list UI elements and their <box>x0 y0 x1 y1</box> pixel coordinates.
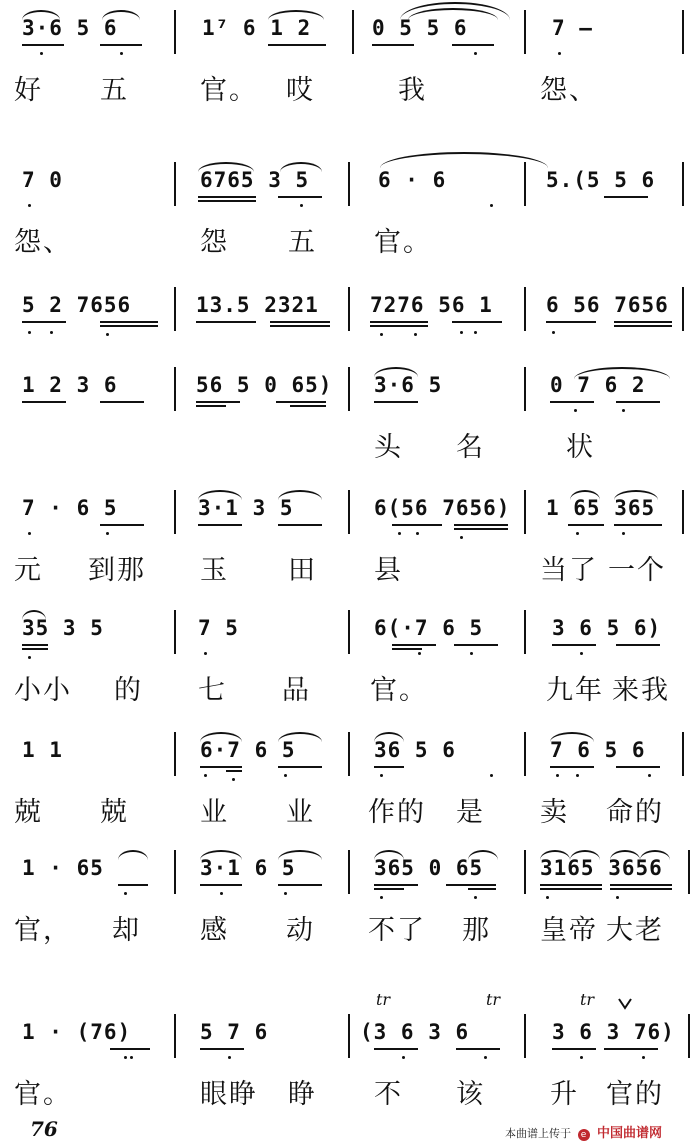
octave-dot <box>28 331 31 334</box>
footer-credit <box>505 1122 662 1141</box>
barline <box>348 287 350 331</box>
lyric: 到那 <box>88 555 146 586</box>
lyric: 县 <box>374 555 403 586</box>
lyric: 怨、 <box>540 75 598 106</box>
lyric: 睁 <box>288 1079 317 1110</box>
measure-notes: 6 56 7656 <box>546 293 669 317</box>
lyric: 品 <box>282 675 311 706</box>
octave-dot <box>228 1056 231 1059</box>
octave-dot <box>380 333 383 336</box>
octave-dot <box>124 1056 127 1059</box>
beam-underline <box>454 528 508 530</box>
beam-underline <box>118 884 148 886</box>
lyric: 业 <box>200 797 229 828</box>
beam-underline <box>198 196 256 198</box>
octave-dot <box>380 774 383 777</box>
barline <box>174 1014 176 1058</box>
beam-underline <box>614 321 672 323</box>
slur <box>380 152 548 168</box>
barline <box>352 10 354 54</box>
measure-notes: 6 · 6 <box>378 168 447 192</box>
measure-notes: 1 2 3 6 <box>22 373 118 397</box>
beam-underline <box>278 884 322 886</box>
lyric: 来我 <box>612 675 670 706</box>
beam-underline <box>276 401 326 403</box>
beam-underline <box>552 644 596 646</box>
octave-dot <box>106 333 109 336</box>
beam-underline <box>100 44 142 46</box>
lyric: 官。 <box>14 1079 72 1110</box>
lyric: 元 <box>14 555 43 586</box>
beam-underline <box>392 644 436 646</box>
lyric: 官的 <box>606 1079 664 1110</box>
beam-underline <box>290 405 326 407</box>
beam-underline <box>278 196 322 198</box>
measure-notes: 0 5 5 6 <box>372 16 468 40</box>
beam-underline <box>374 401 418 403</box>
barline <box>682 490 684 534</box>
barline <box>348 850 350 894</box>
lyric: 官。 <box>370 675 428 706</box>
footer-text: 本曲谱上传于 <box>505 1127 571 1140</box>
beam-underline <box>568 524 604 526</box>
lyric: 不 <box>374 1079 403 1110</box>
lyric: 七 <box>198 675 227 706</box>
lyric: 那 <box>462 915 491 946</box>
measure-notes: 1⁷ 6 1 2 <box>202 16 312 40</box>
octave-dot <box>576 532 579 535</box>
lyric: 命的 <box>606 797 664 828</box>
beam-underline <box>268 44 326 46</box>
beam-underline <box>198 200 256 202</box>
octave-dot <box>474 331 477 334</box>
beam-underline <box>196 401 240 403</box>
lyric: 卖 <box>540 797 569 828</box>
barline <box>348 162 350 206</box>
barline <box>174 490 176 534</box>
octave-dot <box>474 52 477 55</box>
beam-underline <box>22 44 64 46</box>
measure-notes: 5 7 6 <box>200 1020 269 1044</box>
barline <box>174 610 176 654</box>
lyric: 一个 <box>608 555 666 586</box>
beam-underline <box>100 325 158 327</box>
beam-underline <box>614 325 672 327</box>
octave-dot <box>380 896 383 899</box>
measure-notes: 35 3 5 <box>22 616 104 640</box>
beam-underline <box>614 524 662 526</box>
score-line-9 <box>0 990 700 1127</box>
octave-dot <box>28 656 31 659</box>
beam-underline <box>100 321 158 323</box>
lyric: 官。 <box>200 75 258 106</box>
beam-underline <box>270 325 330 327</box>
lyric: 五 <box>100 75 129 106</box>
beam-underline <box>372 44 414 46</box>
beam-underline <box>278 766 322 768</box>
octave-dot <box>648 774 651 777</box>
measure-notes: 56 5 0 65) <box>196 373 333 397</box>
lyric: 官， <box>14 915 72 946</box>
octave-dot <box>124 892 127 895</box>
barline <box>348 610 350 654</box>
measure-notes: 3 6 5 6) <box>552 616 662 640</box>
lyric: 玉 <box>200 555 229 586</box>
beam-underline <box>616 766 660 768</box>
octave-dot <box>120 52 123 55</box>
measure-notes: 3·1 3 5 <box>198 496 294 520</box>
beam-underline <box>370 321 428 323</box>
octave-dot <box>130 1056 133 1059</box>
score-line-2 <box>0 160 700 275</box>
beam-underline <box>604 196 648 198</box>
octave-dot <box>576 774 579 777</box>
page-number: 76 <box>30 1117 58 1141</box>
measure-notes: 3 6 3 76) <box>552 1020 675 1044</box>
beam-underline <box>546 321 596 323</box>
measure-notes: (3 6 3 6 <box>360 1020 470 1044</box>
measure-notes: 6·7 6 5 <box>200 738 296 762</box>
measure-notes: 1 65 365 <box>546 496 656 520</box>
lyric: 感 <box>200 915 229 946</box>
measure-notes: 1 1 <box>22 738 63 762</box>
octave-dot <box>460 536 463 539</box>
octave-dot <box>284 892 287 895</box>
octave-dot <box>50 331 53 334</box>
barline <box>174 10 176 54</box>
octave-dot <box>232 778 235 781</box>
measure-notes: 7 6 5 6 <box>550 738 646 762</box>
barline <box>524 367 526 411</box>
lyric: 哎 <box>286 75 315 106</box>
barline <box>524 1014 526 1058</box>
beam-underline <box>374 766 404 768</box>
octave-dot <box>416 532 419 535</box>
beam-underline <box>196 321 256 323</box>
measure-notes: 7 0 <box>22 168 63 192</box>
octave-dot <box>574 409 577 412</box>
barline <box>524 610 526 654</box>
octave-dot <box>204 652 207 655</box>
octave-dot <box>490 204 493 207</box>
beam-underline <box>22 648 48 650</box>
lyric: 业 <box>286 797 315 828</box>
measure-notes: 3·6 5 <box>374 373 443 397</box>
lyric: 兢 <box>100 797 129 828</box>
beam-underline <box>374 888 404 890</box>
footer-site-name[interactable]: 中国曲谱网 <box>597 1126 663 1141</box>
measure-notes: 7276 56 1 <box>370 293 493 317</box>
slur <box>118 850 148 860</box>
beam-underline <box>540 888 602 890</box>
trill-mark: tr <box>580 990 595 1009</box>
octave-dot <box>580 1056 583 1059</box>
barline <box>524 287 526 331</box>
lyric: 是 <box>456 797 485 828</box>
octave-dot <box>616 896 619 899</box>
octave-dot <box>470 652 473 655</box>
octave-dot <box>556 774 559 777</box>
octave-dot <box>40 52 43 55</box>
octave-dot <box>622 409 625 412</box>
measure-notes: 1 · 65 <box>22 856 104 880</box>
barline <box>174 162 176 206</box>
lyric: 九年 <box>546 675 604 706</box>
score-line-1 <box>0 8 700 123</box>
measure-notes: 5.(5 5 6 <box>546 168 656 192</box>
lyric: 的 <box>114 675 143 706</box>
barline <box>524 10 526 54</box>
lyric: 动 <box>286 915 315 946</box>
octave-dot <box>300 204 303 207</box>
lyric: 田 <box>288 555 317 586</box>
beam-underline <box>552 1048 596 1050</box>
measure-notes: 3·6 5 6 <box>22 16 118 40</box>
measure-notes: 6(·7 6 5 <box>374 616 484 640</box>
beam-underline <box>100 524 144 526</box>
measure-notes: 0 7 6 2 <box>550 373 646 397</box>
beam-underline <box>196 405 226 407</box>
octave-dot <box>28 204 31 207</box>
barline <box>524 490 526 534</box>
lyric: 状 <box>566 432 595 463</box>
octave-dot <box>418 652 421 655</box>
beam-underline <box>22 401 66 403</box>
beam-underline <box>374 884 418 886</box>
lyric: 该 <box>456 1079 485 1110</box>
beam-underline <box>226 770 242 772</box>
octave-dot <box>622 532 625 535</box>
barline <box>524 732 526 776</box>
beam-underline <box>22 644 48 646</box>
measure-notes: 3165 3656 <box>540 856 663 880</box>
lyric: 却 <box>112 915 141 946</box>
octave-dot <box>460 331 463 334</box>
barline <box>682 162 684 206</box>
beam-underline <box>392 524 442 526</box>
octave-dot <box>474 896 477 899</box>
beam-underline <box>452 44 494 46</box>
score-line-8 <box>0 848 700 963</box>
beam-underline <box>100 401 144 403</box>
beam-underline <box>200 884 242 886</box>
lyric: 好 <box>14 75 43 106</box>
measure-notes: 7 – <box>552 16 593 40</box>
barline <box>682 732 684 776</box>
beam-underline <box>392 648 422 650</box>
barline <box>174 367 176 411</box>
trill-mark: tr <box>376 990 391 1009</box>
measure-notes: 7 5 <box>198 616 239 640</box>
beam-underline <box>456 1048 500 1050</box>
octave-dot <box>490 774 493 777</box>
barline <box>682 287 684 331</box>
beam-underline <box>610 884 672 886</box>
lyric: 怨、 <box>14 227 72 258</box>
beam-underline <box>278 524 322 526</box>
barline <box>348 732 350 776</box>
beam-underline <box>616 401 660 403</box>
octave-dot <box>552 331 555 334</box>
lyric: 小小 <box>14 675 72 706</box>
beam-underline <box>110 1048 150 1050</box>
octave-dot <box>284 774 287 777</box>
beam-underline <box>540 884 602 886</box>
measure-notes: 6(56 7656) <box>374 496 511 520</box>
score-line-4 <box>0 365 700 480</box>
beam-underline <box>616 644 660 646</box>
measure-notes: 1 · (76) <box>22 1020 132 1044</box>
beam-underline <box>454 524 508 526</box>
barline <box>688 850 690 894</box>
beam-underline <box>370 325 428 327</box>
measure-notes: 36 5 6 <box>374 738 456 762</box>
beam-underline <box>610 888 672 890</box>
barline <box>682 10 684 54</box>
measure-notes: 5 2 7656 <box>22 293 132 317</box>
barline <box>688 1014 690 1058</box>
lyric: 大老 <box>606 915 664 946</box>
octave-dot <box>28 532 31 535</box>
lyric: 眼睁 <box>200 1079 258 1110</box>
lyric: 作的 <box>368 797 426 828</box>
measure-notes: 365 0 65 <box>374 856 484 880</box>
beam-underline <box>454 644 498 646</box>
lyric: 怨 <box>200 227 229 258</box>
beam-underline <box>604 1048 658 1050</box>
beam-underline <box>452 321 502 323</box>
lyric: 升 <box>550 1079 579 1110</box>
octave-dot <box>580 652 583 655</box>
beam-underline <box>550 766 594 768</box>
site-logo-icon: e <box>578 1129 590 1141</box>
barline <box>174 850 176 894</box>
barline <box>524 162 526 206</box>
barline <box>348 367 350 411</box>
barline <box>174 732 176 776</box>
beam-underline <box>200 766 242 768</box>
beam-underline <box>550 401 594 403</box>
octave-dot <box>106 532 109 535</box>
beam-underline <box>374 1048 418 1050</box>
octave-dot <box>546 896 549 899</box>
octave-dot <box>204 774 207 777</box>
octave-dot <box>402 1056 405 1059</box>
barline <box>348 490 350 534</box>
score-line-5 <box>0 488 700 603</box>
lyric: 我 <box>398 75 427 106</box>
score-line-7 <box>0 730 700 845</box>
octave-dot <box>642 1056 645 1059</box>
barline <box>174 287 176 331</box>
beam-underline <box>198 524 242 526</box>
barline <box>348 1014 350 1058</box>
lyric: 官。 <box>374 227 432 258</box>
measure-notes: 3·1 6 5 <box>200 856 296 880</box>
beam-underline <box>22 321 66 323</box>
measure-notes: 6765 3 5 <box>200 168 310 192</box>
score-line-6 <box>0 608 700 723</box>
lyric: 不了 <box>368 915 426 946</box>
trill-mark: tr <box>486 990 501 1009</box>
beam-underline <box>200 1048 244 1050</box>
octave-dot <box>414 333 417 336</box>
octave-dot <box>484 1056 487 1059</box>
breath-mark-icon <box>618 998 632 1010</box>
measure-notes: 7 · 6 5 <box>22 496 118 520</box>
measure-notes: 13.5 2321 <box>196 293 319 317</box>
beam-underline <box>468 888 496 890</box>
lyric: 头 <box>374 432 403 463</box>
beam-underline <box>446 884 496 886</box>
lyric: 兢 <box>14 797 43 828</box>
octave-dot <box>398 532 401 535</box>
barline <box>524 850 526 894</box>
lyric: 五 <box>288 227 317 258</box>
beam-underline <box>270 321 330 323</box>
lyric: 名 <box>456 432 485 463</box>
lyric: 当了 <box>540 555 598 586</box>
lyric: 皇帝 <box>540 915 598 946</box>
octave-dot <box>220 892 223 895</box>
octave-dot <box>558 52 561 55</box>
